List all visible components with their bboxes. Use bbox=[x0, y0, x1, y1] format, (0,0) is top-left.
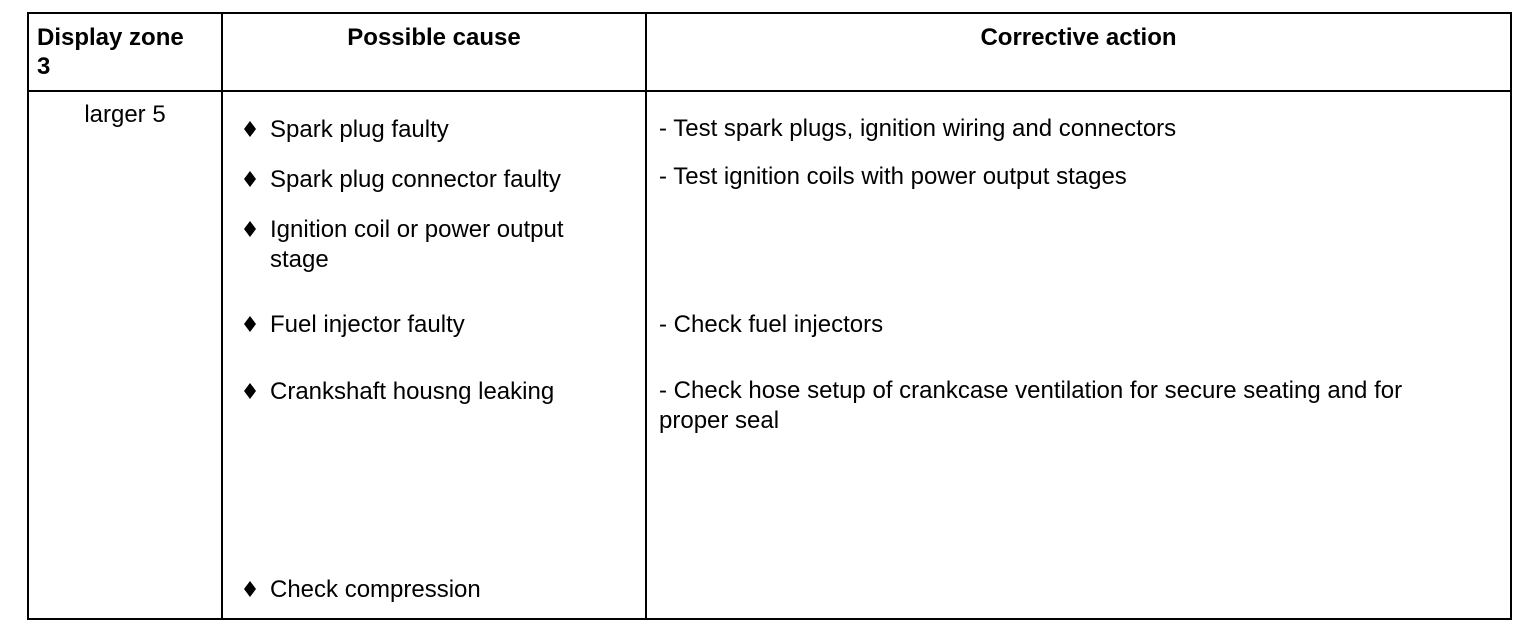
action-item: - Test ignition coils with power output stages bbox=[659, 163, 1127, 190]
cause-item: Check compression bbox=[270, 576, 481, 603]
header-corrective-action: Corrective action bbox=[980, 24, 1177, 51]
diamond-bullet-icon bbox=[243, 382, 257, 400]
diamond-bullet-icon bbox=[243, 220, 257, 238]
action-item: - Test spark plugs, ignition wiring and connectors bbox=[659, 115, 1177, 142]
action-item-continuation: proper seal bbox=[659, 407, 780, 434]
header-possible-cause: Possible cause bbox=[347, 24, 521, 51]
cause-item: Fuel injector faulty bbox=[270, 311, 465, 338]
cause-item: Spark plug connector faulty bbox=[270, 166, 561, 193]
action-item: - Check fuel injectors bbox=[659, 311, 884, 338]
diamond-bullet-icon bbox=[243, 170, 257, 188]
display-zone-value: larger 5 bbox=[84, 101, 166, 128]
cause-item: Spark plug faulty bbox=[270, 116, 449, 143]
action-item: - Check hose setup of crankcase ventilation for secure seating and for bbox=[659, 377, 1403, 404]
cause-item: Ignition coil or power output bbox=[270, 216, 564, 243]
header-display-zone-line2: 3 bbox=[37, 53, 51, 80]
diamond-bullet-icon bbox=[243, 315, 257, 333]
diamond-bullet-icon bbox=[243, 120, 257, 138]
header-display-zone-line1: Display zone bbox=[37, 24, 184, 51]
cause-item-continuation: stage bbox=[270, 246, 329, 273]
cause-item: Crankshaft housng leaking bbox=[270, 378, 555, 405]
diamond-bullet-icon bbox=[243, 580, 257, 598]
